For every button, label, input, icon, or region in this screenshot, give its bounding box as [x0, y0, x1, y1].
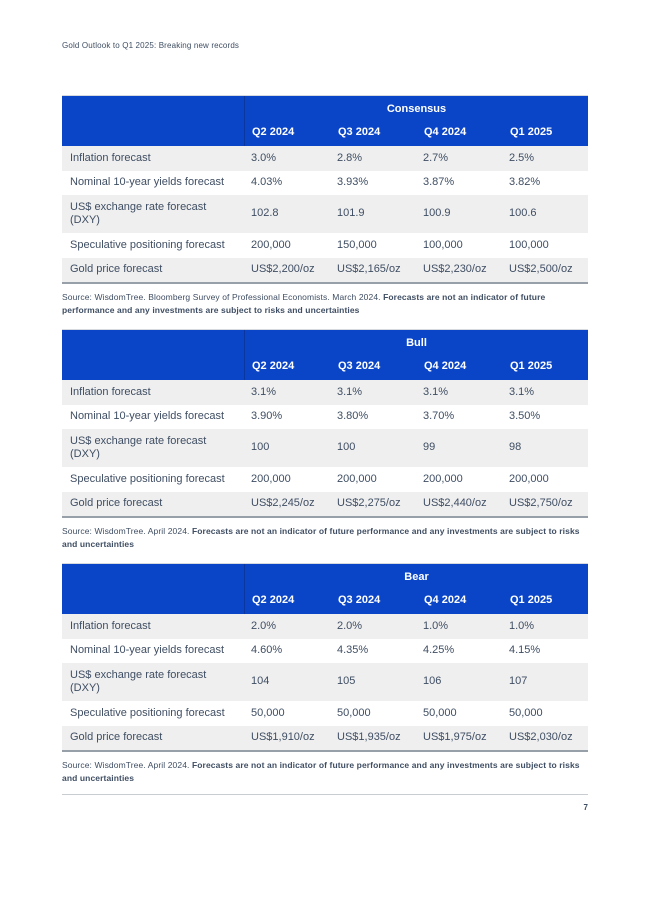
table-row — [62, 467, 588, 492]
row-value: 3.87% — [423, 176, 455, 188]
row-value: 100.6 — [509, 207, 537, 220]
running-header: Gold Outlook to Q1 2025: Breaking new records — [62, 41, 240, 50]
row-label-text: Gold price forecast — [70, 263, 163, 275]
table-row — [62, 233, 588, 258]
row-value: 3.93% — [337, 176, 369, 188]
row-value: 100 — [337, 441, 356, 454]
row-value: 101.9 — [337, 207, 365, 220]
row-value: 50,000 — [337, 706, 371, 719]
row-value: 4.15% — [509, 644, 541, 656]
column-header: Q3 2024 — [338, 126, 381, 138]
table-row — [62, 614, 588, 639]
source-regular: Source: WisdomTree. Bloomberg Survey of Professional Economists. March 2024. — [62, 292, 384, 302]
table-header-columns — [244, 564, 588, 614]
row-value: 2.0% — [337, 619, 363, 632]
row-value: 3.1% — [251, 385, 277, 398]
row-value: 3.82% — [509, 176, 541, 188]
row-value: 2.7% — [423, 151, 449, 164]
row-value: 150,000 — [337, 238, 377, 251]
table-header — [62, 564, 588, 614]
table-row — [62, 726, 588, 751]
table-title: Bear — [404, 570, 429, 583]
source-note — [62, 291, 588, 316]
row-value: US$1,935/oz — [337, 731, 401, 743]
row-value: 100.9 — [423, 207, 451, 220]
row-value: 4.35% — [337, 644, 369, 656]
row-value: 200,000 — [337, 472, 377, 485]
row-label — [62, 171, 244, 196]
row-value: US$1,975/oz — [423, 731, 487, 743]
row-value: 1.0% — [423, 619, 449, 632]
table-header-spacer — [62, 96, 244, 146]
row-label — [62, 405, 244, 430]
table-header-columns — [244, 330, 588, 380]
table-row — [62, 380, 588, 405]
forecast-table-section — [62, 329, 588, 550]
row-label-text: US$ exchange rate forecast (DXY) — [70, 200, 207, 226]
row-value: 3.1% — [423, 385, 449, 398]
row-label — [62, 492, 244, 517]
column-header: Q1 2025 — [510, 126, 553, 138]
row-label — [62, 380, 244, 405]
row-value: US$2,245/oz — [251, 497, 315, 509]
table-header-spacer — [62, 564, 244, 614]
row-label — [62, 233, 244, 258]
row-value: 3.90% — [251, 410, 283, 422]
row-label-text: Speculative positioning forecast — [70, 472, 225, 485]
source-note — [62, 759, 588, 784]
source-bold: Forecasts are not an indicator of future performance and any investments are subject to risks and uncertainties — [62, 526, 580, 549]
row-label — [62, 195, 244, 233]
source-regular: Source: WisdomTree. April 2024. — [62, 760, 192, 770]
row-value: 2.0% — [251, 619, 277, 632]
table-header-spacer — [62, 330, 244, 380]
forecast-table-section — [62, 95, 588, 316]
page-number: 7 — [583, 803, 588, 812]
row-label-text: Gold price forecast — [70, 731, 163, 743]
table-row — [62, 429, 588, 467]
row-label-text: Nominal 10-year yields forecast — [70, 410, 225, 422]
row-value: 99 — [423, 441, 436, 454]
table-row — [62, 195, 588, 233]
row-value: 100,000 — [423, 238, 463, 251]
table-body — [62, 146, 588, 282]
row-label — [62, 663, 244, 701]
row-value: 2.5% — [509, 151, 535, 164]
row-value: 200,000 — [251, 238, 291, 251]
row-value: US$2,440/oz — [423, 497, 487, 509]
row-label-text: Inflation forecast — [70, 385, 151, 398]
row-label-text: Nominal 10-year yields forecast — [70, 176, 225, 188]
table-row — [62, 171, 588, 196]
column-header: Q4 2024 — [424, 126, 467, 138]
row-label — [62, 639, 244, 664]
row-value: 2.8% — [337, 151, 363, 164]
row-label-text: Inflation forecast — [70, 151, 151, 164]
table-title: Consensus — [386, 102, 447, 115]
column-header: Q2 2024 — [252, 594, 295, 606]
row-label — [62, 467, 244, 492]
row-value: 200,000 — [251, 472, 291, 485]
column-header: Q3 2024 — [338, 360, 381, 372]
source-regular: Source: WisdomTree. April 2024. — [62, 526, 192, 536]
table-row — [62, 701, 588, 726]
row-label-text: Speculative positioning forecast — [70, 238, 225, 251]
row-value: 3.0% — [251, 151, 277, 164]
column-header-row — [245, 352, 588, 380]
forecast-table — [62, 563, 588, 752]
column-header: Q2 2024 — [252, 360, 295, 372]
row-value: 3.80% — [337, 410, 369, 422]
row-value: US$2,750/oz — [509, 497, 573, 509]
row-value: 200,000 — [509, 472, 549, 485]
row-value: 102.8 — [251, 207, 279, 220]
row-value: 104 — [251, 675, 270, 688]
row-value: US$2,200/oz — [251, 263, 315, 275]
row-value: 200,000 — [423, 472, 463, 485]
table-body — [62, 614, 588, 750]
table-header — [62, 96, 588, 146]
row-value: US$2,165/oz — [337, 263, 401, 275]
row-value: 106 — [423, 675, 442, 688]
table-header — [62, 330, 588, 380]
row-value: 107 — [509, 675, 528, 688]
row-value: 3.50% — [509, 410, 541, 422]
row-value: 100,000 — [509, 238, 549, 251]
row-label-text: Inflation forecast — [70, 619, 151, 632]
forecast-table-section — [62, 563, 588, 784]
table-row — [62, 146, 588, 171]
table-row — [62, 663, 588, 701]
row-value: US$2,230/oz — [423, 263, 487, 275]
source-note — [62, 525, 588, 550]
row-value: US$2,275/oz — [337, 497, 401, 509]
row-label-text: US$ exchange rate forecast (DXY) — [70, 668, 207, 694]
column-header-row — [245, 118, 588, 146]
row-value: US$2,030/oz — [509, 731, 573, 743]
row-value: 3.1% — [509, 385, 535, 398]
row-value: 3.70% — [423, 410, 455, 422]
footer-divider — [62, 794, 588, 795]
row-value: 98 — [509, 441, 522, 454]
table-row — [62, 258, 588, 283]
table-row — [62, 405, 588, 430]
row-label — [62, 258, 244, 283]
source-bold: Forecasts are not an indicator of future performance and any investments are subject to risks and uncertainties — [62, 292, 546, 315]
row-value: 50,000 — [423, 706, 457, 719]
row-label-text: US$ exchange rate forecast (DXY) — [70, 434, 207, 460]
row-label-text: Speculative positioning forecast — [70, 706, 225, 719]
forecast-table — [62, 95, 588, 284]
row-value: 50,000 — [251, 706, 285, 719]
row-value: 50,000 — [509, 706, 543, 719]
column-header: Q1 2025 — [510, 594, 553, 606]
column-header: Q4 2024 — [424, 594, 467, 606]
forecast-table — [62, 329, 588, 518]
tables — [62, 95, 588, 784]
page-content — [62, 0, 588, 812]
source-bold: Forecasts are not an indicator of future performance and any investments are subject to risks and uncertainties — [62, 760, 580, 783]
row-label-text: Gold price forecast — [70, 497, 163, 509]
row-value: 1.0% — [509, 619, 535, 632]
row-value: 4.25% — [423, 644, 455, 656]
row-value: 4.60% — [251, 644, 283, 656]
row-value: 3.1% — [337, 385, 363, 398]
table-header-columns — [244, 96, 588, 146]
column-header-row — [245, 586, 588, 614]
table-row — [62, 492, 588, 517]
table-row — [62, 639, 588, 664]
column-header: Q3 2024 — [338, 594, 381, 606]
row-value: 100 — [251, 441, 270, 454]
column-header: Q2 2024 — [252, 126, 295, 138]
table-body — [62, 380, 588, 516]
row-label — [62, 701, 244, 726]
row-label — [62, 146, 244, 171]
table-title: Bull — [406, 336, 427, 349]
row-value: US$1,910/oz — [251, 731, 315, 743]
column-header: Q1 2025 — [510, 360, 553, 372]
row-label — [62, 614, 244, 639]
row-label-text: Nominal 10-year yields forecast — [70, 644, 225, 656]
row-value: 4.03% — [251, 176, 283, 188]
row-label — [62, 429, 244, 467]
column-header: Q4 2024 — [424, 360, 467, 372]
row-value: US$2,500/oz — [509, 263, 573, 275]
row-value: 105 — [337, 675, 356, 688]
row-label — [62, 726, 244, 751]
